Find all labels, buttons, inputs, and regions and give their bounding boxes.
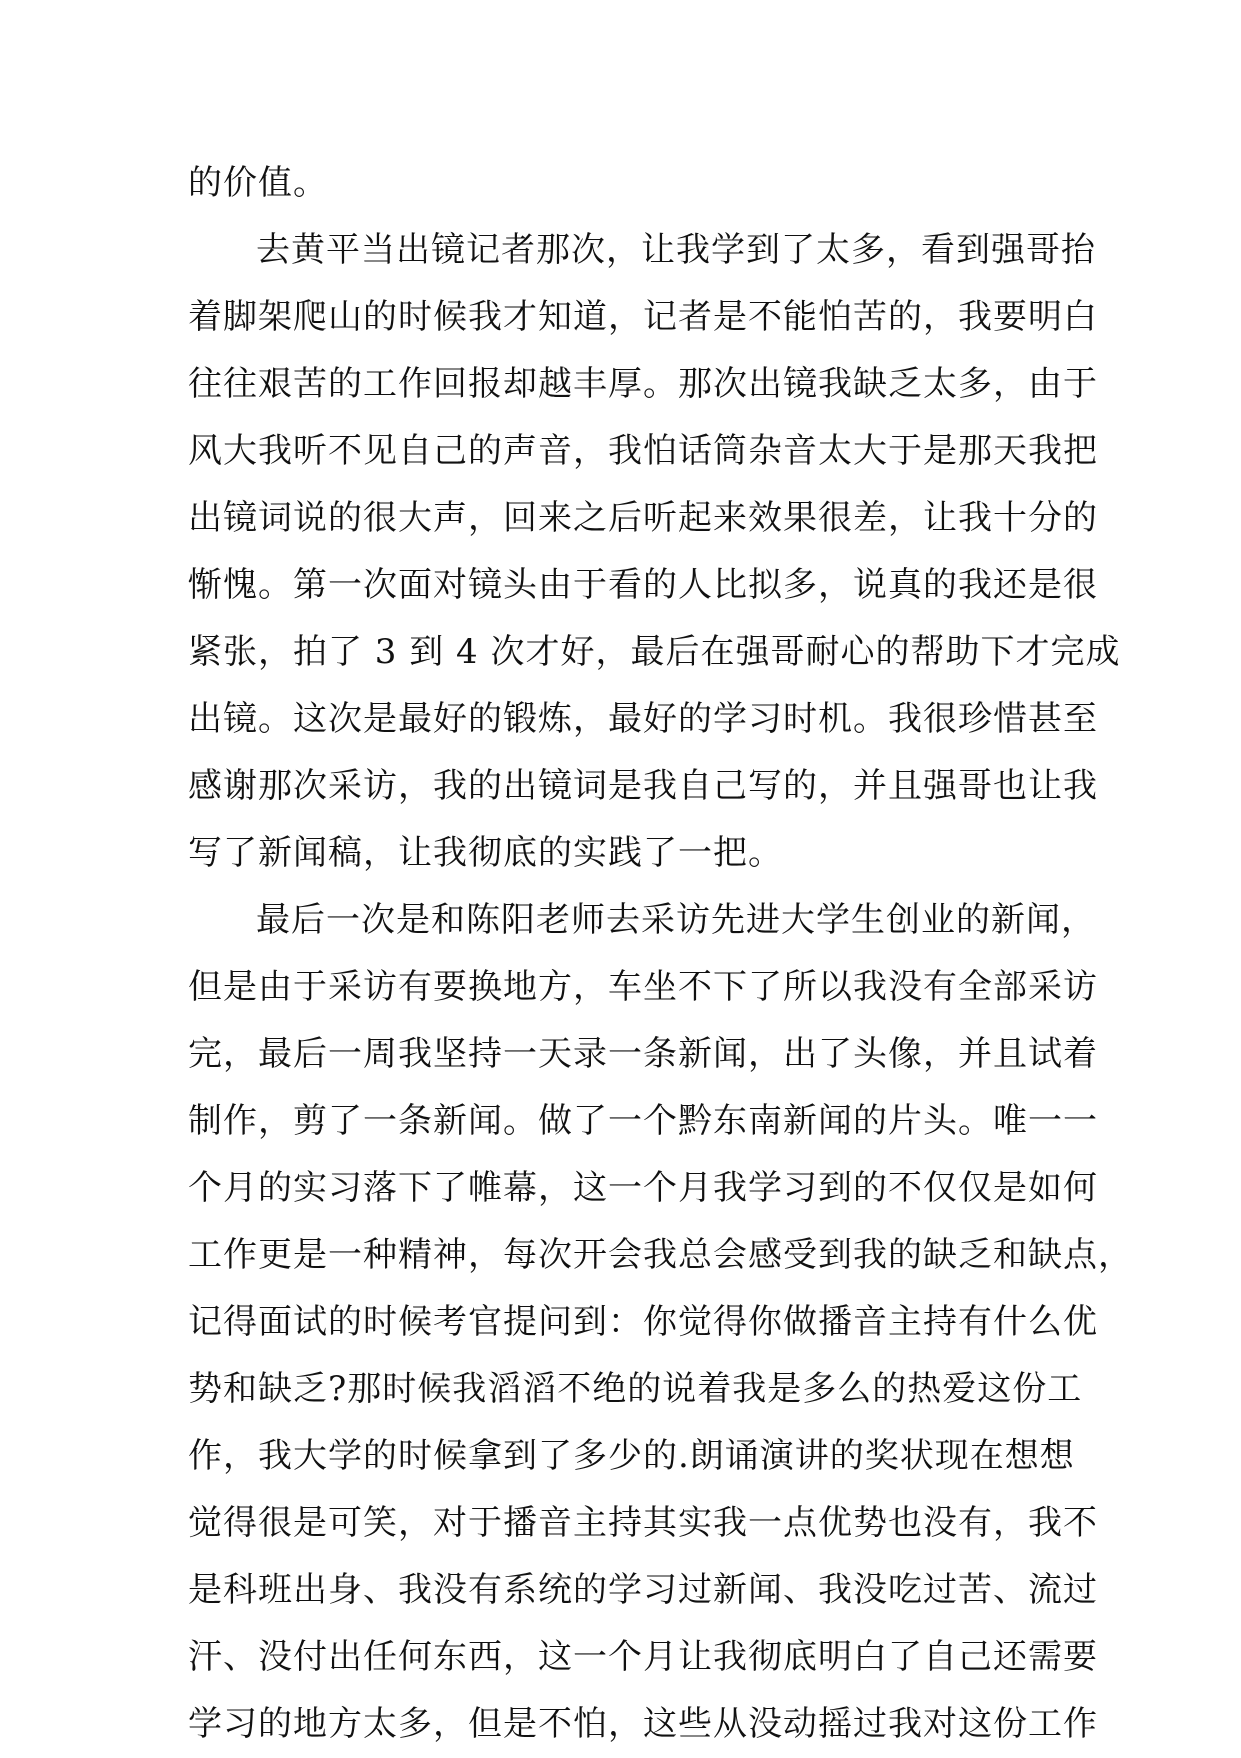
text-line: 出镜词说的很大声，回来之后听起来效果很差，让我十分的	[188, 498, 1098, 538]
text-line: 汗、没付出任何东西，这一个月让我彻底明白了自己还需要	[188, 1637, 1098, 1677]
text-line: 往往艰苦的工作回报却越丰厚。那次出镜我缺乏太多，由于	[188, 364, 1098, 404]
text-line: 写了新闻稿，让我彻底的实践了一把。	[188, 833, 783, 873]
text-line: 是科班出身、我没有系统的学习过新闻、我没吃过苦、流过	[188, 1570, 1098, 1610]
text-line: 工作更是一种精神，每次开会我总会感受到我的缺乏和缺点，	[188, 1235, 1133, 1275]
text-line: 觉得很是可笑，对于播音主持其实我一点优势也没有，我不	[188, 1503, 1098, 1543]
text-line: 风大我听不见自己的声音，我怕话筒杂音太大于是那天我把	[188, 431, 1098, 471]
text-line: 制作，剪了一条新闻。做了一个黔东南新闻的片头。唯一一	[188, 1101, 1098, 1141]
text-line: 紧张，拍了 3 到 4 次才好，最后在强哥耐心的帮助下才完成	[188, 632, 1121, 672]
text-line: 的价值。	[188, 163, 328, 203]
text-line: 完，最后一周我坚持一天录一条新闻，出了头像，并且试着	[188, 1034, 1098, 1074]
text-line: 学习的地方太多，但是不怕，这些从没动摇过我对这份工作	[188, 1704, 1098, 1744]
text-line: 作，我大学的时候拿到了多少的.朗诵演讲的奖状现在想想	[188, 1436, 1075, 1476]
text-line: 出镜。这次是最好的锻炼，最好的学习时机。我很珍惜甚至	[188, 699, 1098, 739]
text-line: 势和缺乏?那时候我滔滔不绝的说着我是多么的热爱这份工	[188, 1369, 1083, 1409]
text-line: 个月的实习落下了帷幕，这一个月我学习到的不仅仅是如何	[188, 1168, 1098, 1208]
paragraph-first-line: 最后一次是和陈阳老师去采访先进大学生创业的新闻，	[256, 900, 1096, 940]
text-line: 惭愧。第一次面对镜头由于看的人比拟多，说真的我还是很	[188, 565, 1098, 605]
text-line: 但是由于采访有要换地方，车坐不下了所以我没有全部采访	[188, 967, 1098, 1007]
text-line: 感谢那次采访，我的出镜词是我自己写的，并且强哥也让我	[188, 766, 1098, 806]
text-line: 记得面试的时候考官提问到：你觉得你做播音主持有什么优	[188, 1302, 1098, 1342]
text-line: 着脚架爬山的时候我才知道，记者是不能怕苦的，我要明白	[188, 297, 1098, 337]
document-body	[188, 150, 1133, 1758]
paragraph-first-line: 去黄平当出镜记者那次，让我学到了太多，看到强哥抬	[256, 230, 1096, 270]
